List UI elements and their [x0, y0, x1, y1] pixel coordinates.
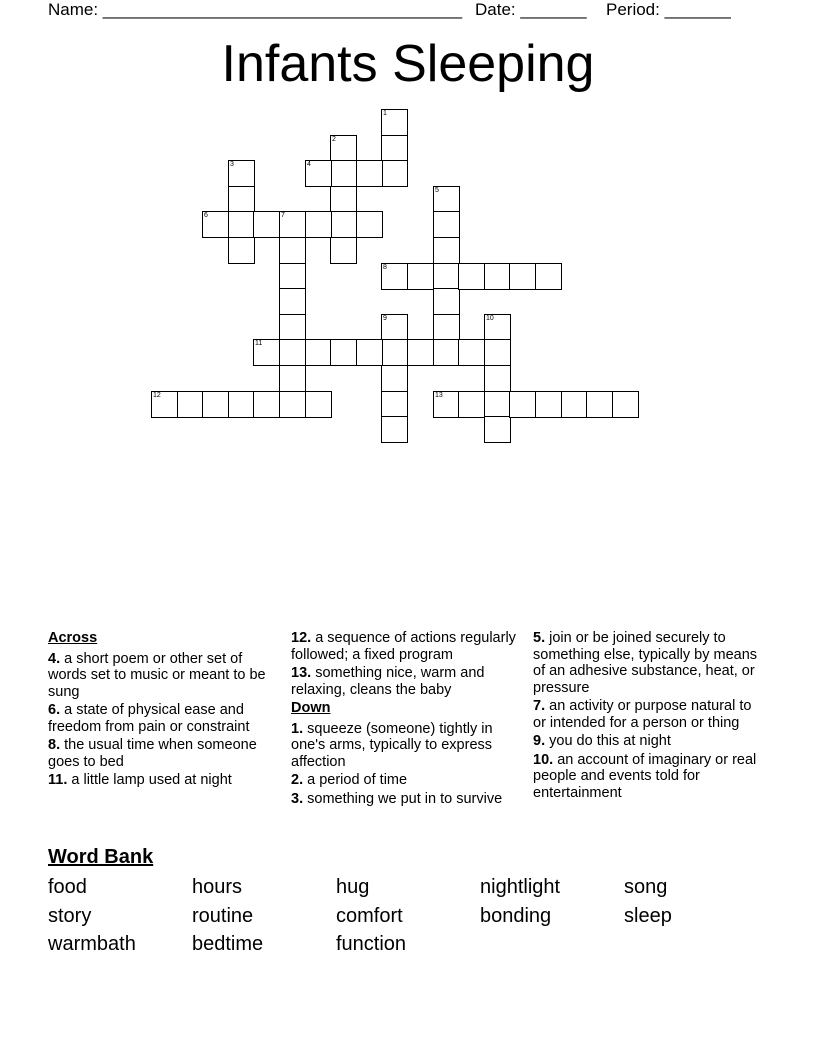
crossword-cell[interactable]	[279, 339, 306, 366]
crossword-cell[interactable]	[458, 263, 485, 290]
clue-number: 5	[435, 187, 439, 194]
clue-number: 10	[486, 315, 494, 322]
crossword-cell[interactable]	[305, 391, 332, 418]
crossword-cell[interactable]	[535, 391, 562, 418]
crossword-cell[interactable]	[228, 186, 255, 213]
word-bank-item: warmbath	[48, 933, 136, 955]
crossword-cell[interactable]	[433, 391, 460, 418]
crossword-cell[interactable]	[253, 391, 280, 418]
clue-down-9: 9. you do this at night	[533, 733, 671, 749]
crossword-cell[interactable]	[202, 211, 229, 238]
clue-number: 4	[307, 161, 311, 168]
word-bank-item: story	[48, 905, 92, 927]
clue-number: 3	[230, 161, 234, 168]
crossword-cell[interactable]	[381, 391, 408, 418]
crossword-cell[interactable]	[356, 211, 383, 238]
crossword-cell[interactable]	[228, 211, 255, 238]
crossword-cell[interactable]	[381, 314, 408, 341]
clue-number: 6	[204, 212, 208, 219]
crossword-cell[interactable]	[228, 391, 255, 418]
crossword-cell[interactable]	[279, 237, 306, 264]
clue-down-3: 3. something we put in to survive	[291, 790, 503, 807]
crossword-cell[interactable]	[612, 391, 639, 418]
clue-number: 7	[281, 212, 285, 219]
crossword-cell[interactable]	[330, 339, 357, 366]
clue-across-8: 8. the usual time when someone goes to bed	[48, 737, 257, 770]
crossword-cell[interactable]	[330, 135, 357, 162]
clue-down-2: 2. a period of time	[291, 772, 408, 788]
clue-down-7: 7. an activity or purpose natural to or intended for a person or thing	[533, 698, 752, 731]
clue-down-5: 5. join or be joined securely to something else, typically by means of an adhesive substance, heat, or pressure	[533, 630, 758, 696]
crossword-cell[interactable]	[151, 391, 178, 418]
crossword-cell[interactable]	[381, 160, 408, 187]
clue-down-1: 1. squeeze (someone) tightly in one's arms, typically to express affection	[291, 720, 493, 770]
crossword-cell[interactable]	[279, 365, 306, 392]
crossword-cell[interactable]	[484, 416, 511, 443]
crossword-cell[interactable]	[330, 237, 357, 264]
crossword-cell[interactable]	[484, 339, 511, 366]
crossword-cell[interactable]	[253, 339, 280, 366]
clue-number: 2	[332, 136, 336, 143]
crossword-cell[interactable]	[433, 211, 460, 238]
clue-down-10: 10. an account of imaginary or real people and events told for entertainment	[533, 751, 757, 801]
crossword-cell[interactable]	[279, 288, 306, 315]
clue-number: 8	[383, 264, 387, 271]
crossword-cell[interactable]	[305, 160, 332, 187]
period-field[interactable]: Period: _______	[606, 0, 731, 19]
crossword-cell[interactable]	[407, 339, 434, 366]
crossword-cell[interactable]	[433, 339, 460, 366]
crossword-cell[interactable]	[305, 339, 332, 366]
word-bank-item: sleep	[624, 905, 672, 927]
crossword-cell[interactable]	[458, 391, 485, 418]
word-bank-item: routine	[192, 905, 254, 927]
crossword-cell[interactable]	[433, 186, 460, 213]
crossword-grid	[0, 0, 816, 460]
crossword-cell[interactable]	[381, 339, 408, 366]
clue-across-4: 4. a short poem or other set of words set to music or meant to be sung	[48, 650, 266, 700]
crossword-cell[interactable]	[433, 314, 460, 341]
crossword-cell[interactable]	[509, 391, 536, 418]
clue-column-1	[48, 630, 280, 791]
crossword-cell[interactable]	[433, 237, 460, 264]
word-bank-item: comfort	[336, 905, 403, 927]
word-bank-item: song	[624, 876, 668, 898]
clue-across-12: 12. a sequence of actions regularly followed; a fixed program	[291, 630, 516, 663]
clue-number: 9	[383, 315, 387, 322]
crossword-cell[interactable]	[484, 365, 511, 392]
crossword-cell[interactable]	[202, 391, 229, 418]
crossword-cell[interactable]	[330, 211, 357, 238]
clue-number: 1	[383, 110, 387, 117]
crossword-cell[interactable]	[305, 211, 332, 238]
crossword-cell[interactable]	[586, 391, 613, 418]
crossword-cell[interactable]	[253, 211, 280, 238]
crossword-cell[interactable]	[381, 365, 408, 392]
crossword-cell[interactable]	[381, 109, 408, 136]
crossword-cell[interactable]	[228, 160, 255, 187]
crossword-cell[interactable]	[279, 391, 306, 418]
word-bank-item: bonding	[480, 905, 552, 927]
crossword-cell[interactable]	[279, 263, 306, 290]
crossword-cell[interactable]	[330, 160, 357, 187]
crossword-cell[interactable]	[458, 339, 485, 366]
down-heading: Down	[291, 700, 331, 716]
clue-number: 13	[435, 392, 443, 399]
word-bank-item: nightlight	[480, 876, 561, 898]
word-bank-item: hours	[192, 876, 243, 898]
clue-across-13: 13. something nice, warm and relaxing, cleans the baby	[291, 665, 485, 698]
crossword-cell[interactable]	[484, 391, 511, 418]
clue-column-3	[533, 630, 765, 803]
crossword-cell[interactable]	[356, 339, 383, 366]
clue-across-11: 11. a little lamp used at night	[48, 772, 232, 788]
crossword-cell[interactable]	[177, 391, 204, 418]
crossword-cell[interactable]	[279, 211, 306, 238]
crossword-cell[interactable]	[561, 391, 588, 418]
crossword-cell[interactable]	[484, 263, 511, 290]
clue-column-2	[291, 630, 523, 809]
crossword-cell[interactable]	[381, 135, 408, 162]
across-heading: Across	[48, 630, 98, 646]
page-title: Infants Sleeping	[221, 35, 595, 93]
word-bank-item: food	[48, 876, 87, 898]
crossword-cell[interactable]	[279, 314, 306, 341]
crossword-cell[interactable]	[433, 288, 460, 315]
crossword-cell[interactable]	[356, 160, 383, 187]
date-field[interactable]: Date: _______	[475, 0, 587, 19]
crossword-cell[interactable]	[330, 186, 357, 213]
crossword-cell[interactable]	[509, 263, 536, 290]
word-bank-item: hug	[336, 876, 370, 898]
clue-number: 11	[255, 340, 263, 347]
crossword-cell[interactable]	[484, 314, 511, 341]
crossword-cell[interactable]	[228, 237, 255, 264]
crossword-cell[interactable]	[407, 263, 434, 290]
crossword-cell[interactable]	[381, 416, 408, 443]
crossword-cell[interactable]	[433, 263, 460, 290]
crossword-cell[interactable]	[535, 263, 562, 290]
name-field[interactable]: Name: ______________________________________	[48, 0, 463, 19]
clue-number: 12	[153, 392, 161, 399]
word-bank-item: bedtime	[192, 933, 264, 955]
word-bank-title: Word Bank	[48, 846, 154, 868]
clue-across-6: 6. a state of physical ease and freedom from pain or constraint	[48, 702, 250, 735]
crossword-cell[interactable]	[381, 263, 408, 290]
word-bank-item: function	[336, 933, 407, 955]
